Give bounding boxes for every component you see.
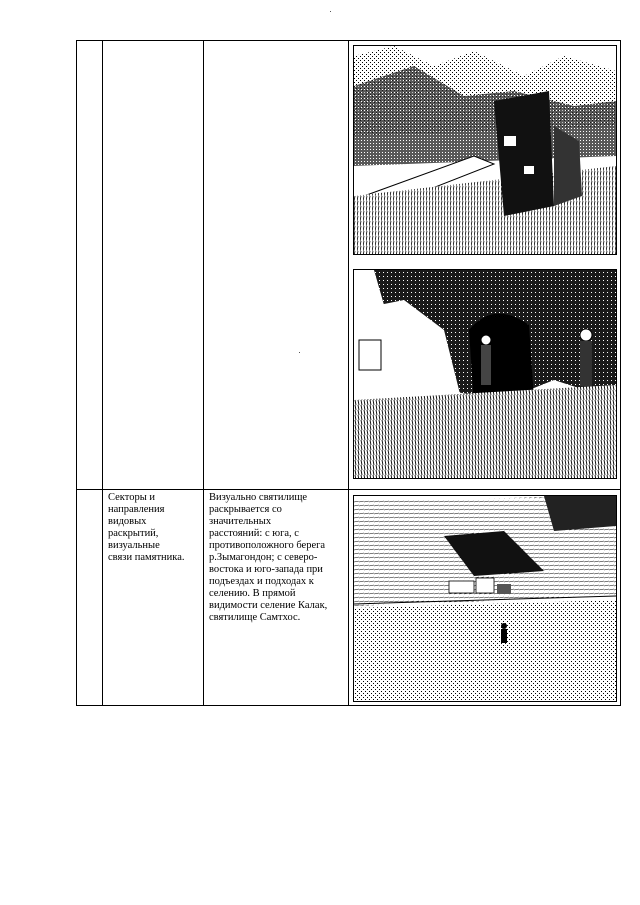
- photo-1-graphic: [354, 46, 616, 254]
- mountain-sanctuary-ruin-photo: [353, 45, 617, 255]
- column-divider-1: [102, 40, 103, 706]
- column-divider-2: [203, 40, 204, 706]
- photo-2-graphic: [354, 270, 616, 478]
- visual-connections-description: Визуально святилище раскрывается со значительных расстояний: с юга, с противоположного берега р.Зымагондон; с северо- востока и юго-запада при подъездах и подходах к селению. В прямой видимости селение Калак, святилище Самтхос.: [209, 492, 328, 623]
- view-sectors-label: Секторы и направления видовых раскрытий, визуальные связи памятника.: [108, 492, 185, 563]
- village-valley-view-photo: [353, 495, 617, 702]
- cave-sanctuary-people-photo: [353, 269, 617, 479]
- table-right-border: [620, 40, 621, 706]
- scan-speck: [330, 11, 331, 12]
- column-divider-3: [348, 40, 349, 706]
- scan-speck: [299, 352, 300, 353]
- table-left-border: [76, 40, 77, 706]
- photo-3-graphic: [354, 496, 616, 701]
